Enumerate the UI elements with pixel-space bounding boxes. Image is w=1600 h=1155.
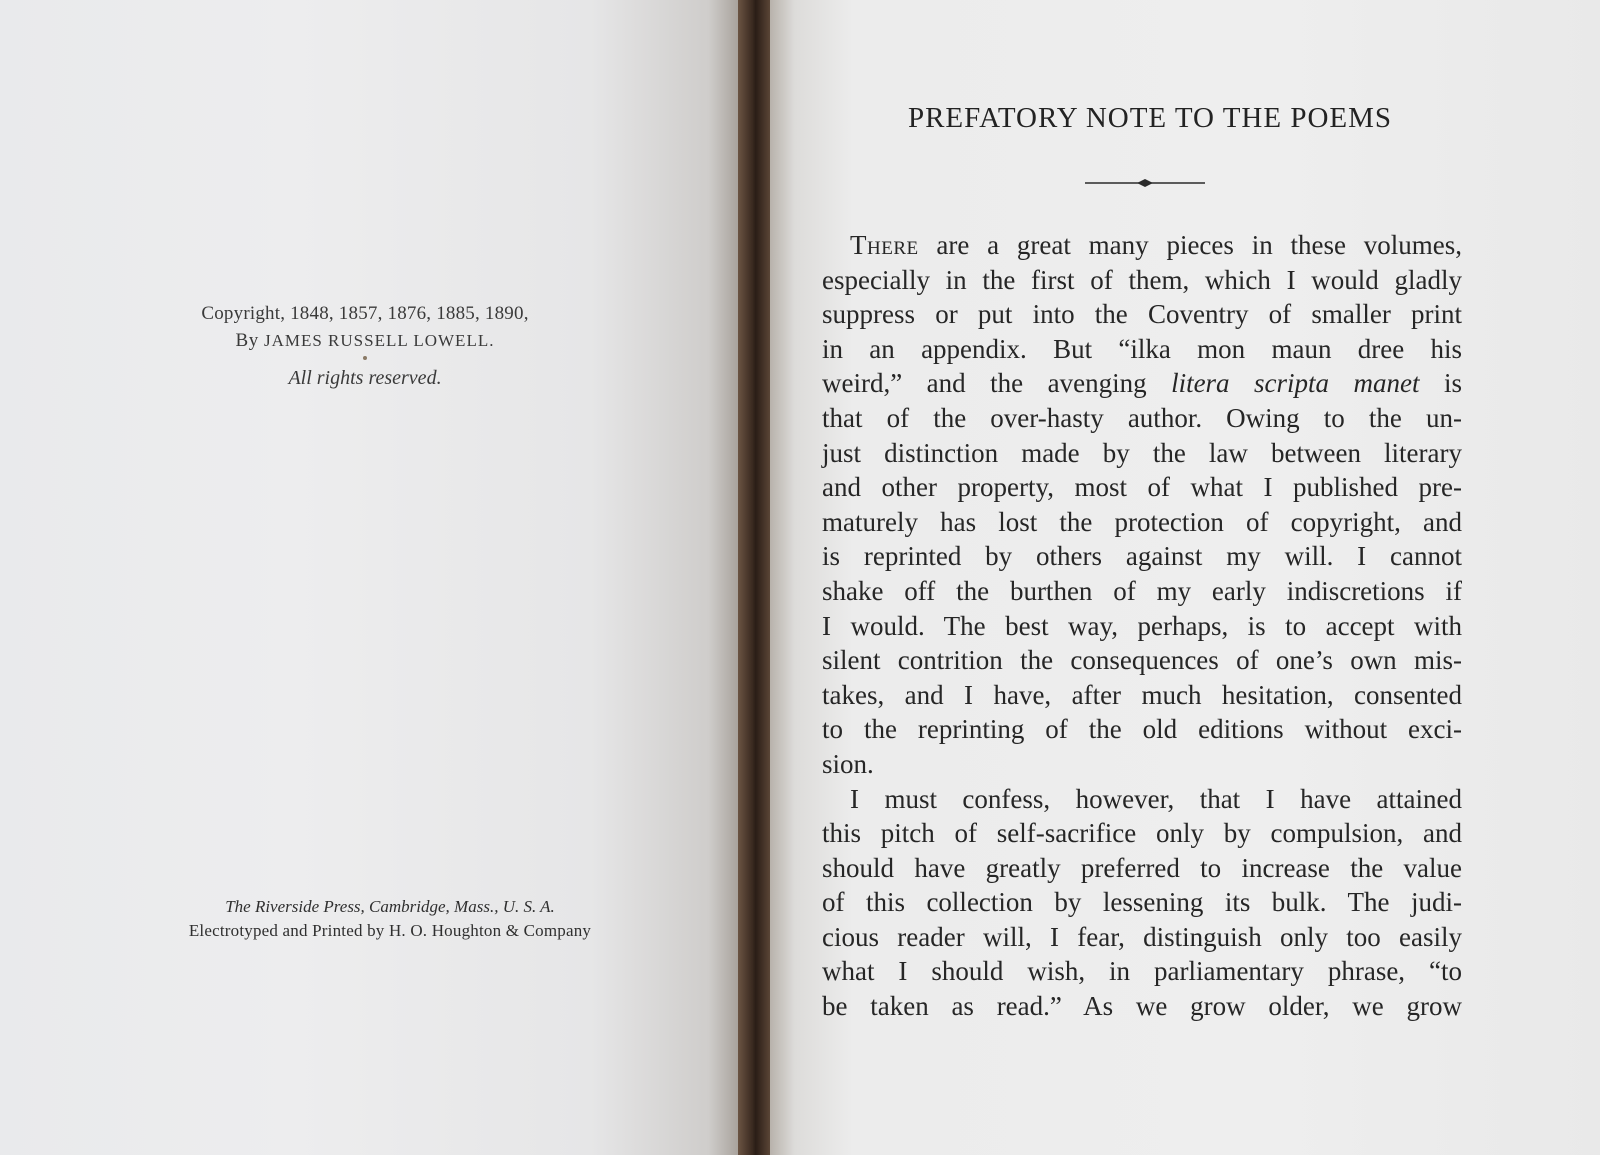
prefatory-note-text (822, 228, 1462, 1024)
imprint-block (100, 895, 680, 943)
text-line: shake off the burthen of my early indiscretions if (822, 575, 1462, 606)
printer-line: Electrotyped and Printed by H. O. Houghton & Company (188, 921, 592, 940)
text-line: I must confess, however, that I have attained (850, 783, 1462, 814)
author-line (150, 328, 580, 354)
text-line: that of the over-hasty author. Owing to the un- (822, 402, 1462, 433)
text-line (822, 366, 1462, 401)
text-line: silent contrition the consequences of one’s own mis- (822, 645, 1462, 676)
line-text: weird,” and the avenging (822, 368, 1172, 399)
copyright-block (150, 300, 580, 392)
text-line: sion. (822, 748, 874, 779)
text-line: what I should wish, in parliamentary phrase, “to (822, 956, 1462, 987)
text-line: maturely has lost the protection of copyright, and (822, 506, 1462, 537)
ornament-dot (363, 356, 367, 360)
text-line: this pitch of self-sacrifice only by compulsion, and (822, 818, 1462, 849)
text-line: is reprinted by others against my will. I cannot (822, 541, 1462, 572)
book-gutter (738, 0, 770, 1155)
text-line: especially in the first of them, which I would gladly (822, 264, 1462, 295)
rights-line: All rights reserved. (288, 367, 442, 389)
author-by: By (235, 330, 259, 351)
text-line: to the reprinting of the old editions without exci- (822, 714, 1462, 745)
text-line: just distinction made by the law between literary (822, 437, 1462, 468)
text-line: and other property, most of what I published pre- (822, 472, 1462, 503)
text-line: suppress or put into the Coventry of smaller print (822, 299, 1462, 330)
text-line: cious reader will, I fear, distinguish only too easily (822, 921, 1462, 952)
left-page (0, 0, 738, 1155)
press-line: The Riverside Press, Cambridge, Mass., U. S. A. (225, 897, 555, 916)
line-text: are a great many pieces in these volumes, (918, 230, 1462, 260)
drop-word: There (850, 230, 919, 260)
text-line: takes, and I have, after much hesitation, consented (822, 679, 1462, 710)
copyright-line: Copyright, 1848, 1857, 1876, 1885, 1890, (201, 303, 529, 324)
italic-phrase: litera scripta manet (1171, 368, 1420, 399)
page-title: PREFATORY NOTE TO THE POEMS (907, 102, 1393, 134)
text-line: be taken as read.” As we grow older, we grow (822, 991, 1462, 1022)
line-text: is (1419, 368, 1462, 399)
text-line (822, 228, 1462, 263)
text-line: I would. The best way, perhaps, is to accept with (822, 610, 1462, 641)
text-line: in an appendix. But “ilka mon maun dree his (822, 333, 1462, 364)
text-line: of this collection by lessening its bulk. The judi- (822, 887, 1462, 918)
ornament-rule (1085, 178, 1205, 188)
author-name: JAMES RUSSELL LOWELL. (263, 331, 495, 350)
text-line: should have greatly preferred to increase the value (822, 852, 1462, 883)
